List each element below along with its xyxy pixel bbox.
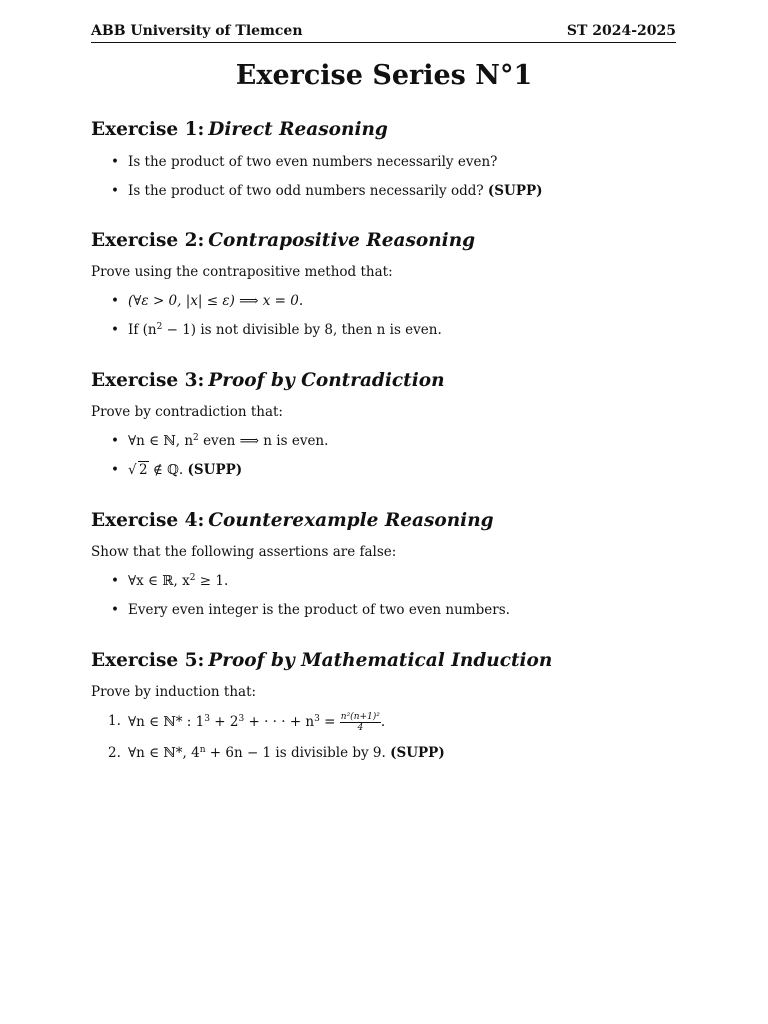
exercise-topic: Proof by Mathematical Induction [208,650,553,671]
exponent: 2 [193,433,199,443]
exercise-topic: Proof by Contradiction [208,370,445,391]
list-item [91,321,691,339]
institution-name: ABB University of Tlemcen [91,23,303,39]
list-item [91,182,691,200]
bullet-marker: • [111,573,119,589]
exercise-3-section [91,369,691,479]
exercise-topic: Counterexample Reasoning [208,510,494,531]
exercise-number: Exercise 1: [91,119,205,140]
exercise-2-list [91,292,691,339]
exercise-number: Exercise 2: [91,230,205,251]
exercise-5-list [91,712,691,762]
item-text-start: ∀n ∈ ℕ, n [128,433,194,449]
exercise-5-heading [91,649,691,673]
exercise-number: Exercise 3: [91,370,205,391]
exponent: 3 [314,714,320,724]
page-header [91,22,676,43]
exercise-intro: Prove using the contrapositive method that: [91,264,393,280]
item-text-start: If (n [128,322,157,338]
exercise-1-section [91,118,691,200]
supp-tag: (SUPP) [487,183,543,199]
square-root [128,462,149,478]
exercise-topic: Direct Reasoning [208,119,388,140]
list-item [91,601,691,619]
exercise-1-list [91,153,691,200]
exponent: 2 [189,573,196,583]
formula-part: ∀n ∈ ℕ* : 1 [128,714,205,730]
radicand: 2 [139,462,148,478]
item-text-end: ∉ ℚ. [148,462,184,478]
exponent: 2 [156,322,163,332]
item-text-start: ∀n ∈ ℕ*, 4 [128,745,200,761]
exercise-number: Exercise 4: [91,510,205,531]
bullet-marker: • [111,602,119,618]
supp-tag: (SUPP) [187,462,243,478]
fraction [340,712,381,733]
exercise-intro: Show that the following assertions are false: [91,544,397,560]
item-text: Every even integer is the product of two even numbers. [128,602,510,618]
exponent: 3 [238,714,245,724]
exercise-2-section [91,229,691,339]
formula-tail: . [380,714,386,730]
exercise-intro: Prove by contradiction that: [91,404,283,420]
list-item [91,461,691,479]
exercise-4-section [91,509,691,619]
exercise-intro: Prove by induction that: [91,684,257,700]
item-formula: (∀ε > 0, |x| ≤ ε) ⟹ x = 0. [128,293,304,309]
exercise-3-heading [91,369,691,393]
exercise-topic: Contrapositive Reasoning [208,230,476,251]
exponent: 3 [204,714,210,724]
list-item [91,292,691,310]
list-item [91,432,691,450]
item-text: Is the product of two odd numbers necessarily odd? [128,183,484,199]
bullet-marker: • [111,462,119,478]
item-text-end: − 1) is not divisible by 8, then n is even. [162,322,442,338]
bullet-marker: • [111,322,119,338]
bullet-marker: • [111,183,119,199]
bullet-marker: • [111,433,119,449]
formula-part: + · · · + n [244,714,315,730]
exercise-4-list [91,572,691,619]
fraction-denominator: 4 [357,723,364,733]
item-text-end: ≥ 1. [195,573,229,589]
exercise-number: Exercise 5: [91,650,205,671]
academic-term: ST 2024-2025 [566,23,676,39]
formula-part: + 2 [209,714,239,730]
exercise-1-heading [91,118,691,142]
item-text: Is the product of two even numbers necessarily even? [128,154,498,170]
bullet-marker: • [111,293,119,309]
exercise-5-section [91,649,691,762]
number-marker: 2. [108,745,121,761]
formula-part: = [319,714,340,730]
list-item [91,712,691,733]
exercise-3-list [91,432,691,479]
exercise-2-heading [91,229,691,253]
item-text-end: even ⟹ n is even. [198,433,329,449]
bullet-marker: • [111,154,119,170]
item-text-end: + 6n − 1 is divisible by 9. [205,745,386,761]
list-item [91,572,691,590]
list-item [91,744,691,762]
supp-tag: (SUPP) [390,745,445,761]
item-text-start: ∀x ∈ ℝ, x [128,573,190,589]
fraction-numerator: n²(n+1)² [340,712,380,722]
document-title: Exercise Series N°1 [235,60,533,91]
exponent: n [199,745,206,755]
exercise-4-heading [91,509,691,533]
list-item [91,153,691,171]
number-marker: 1. [108,713,121,729]
